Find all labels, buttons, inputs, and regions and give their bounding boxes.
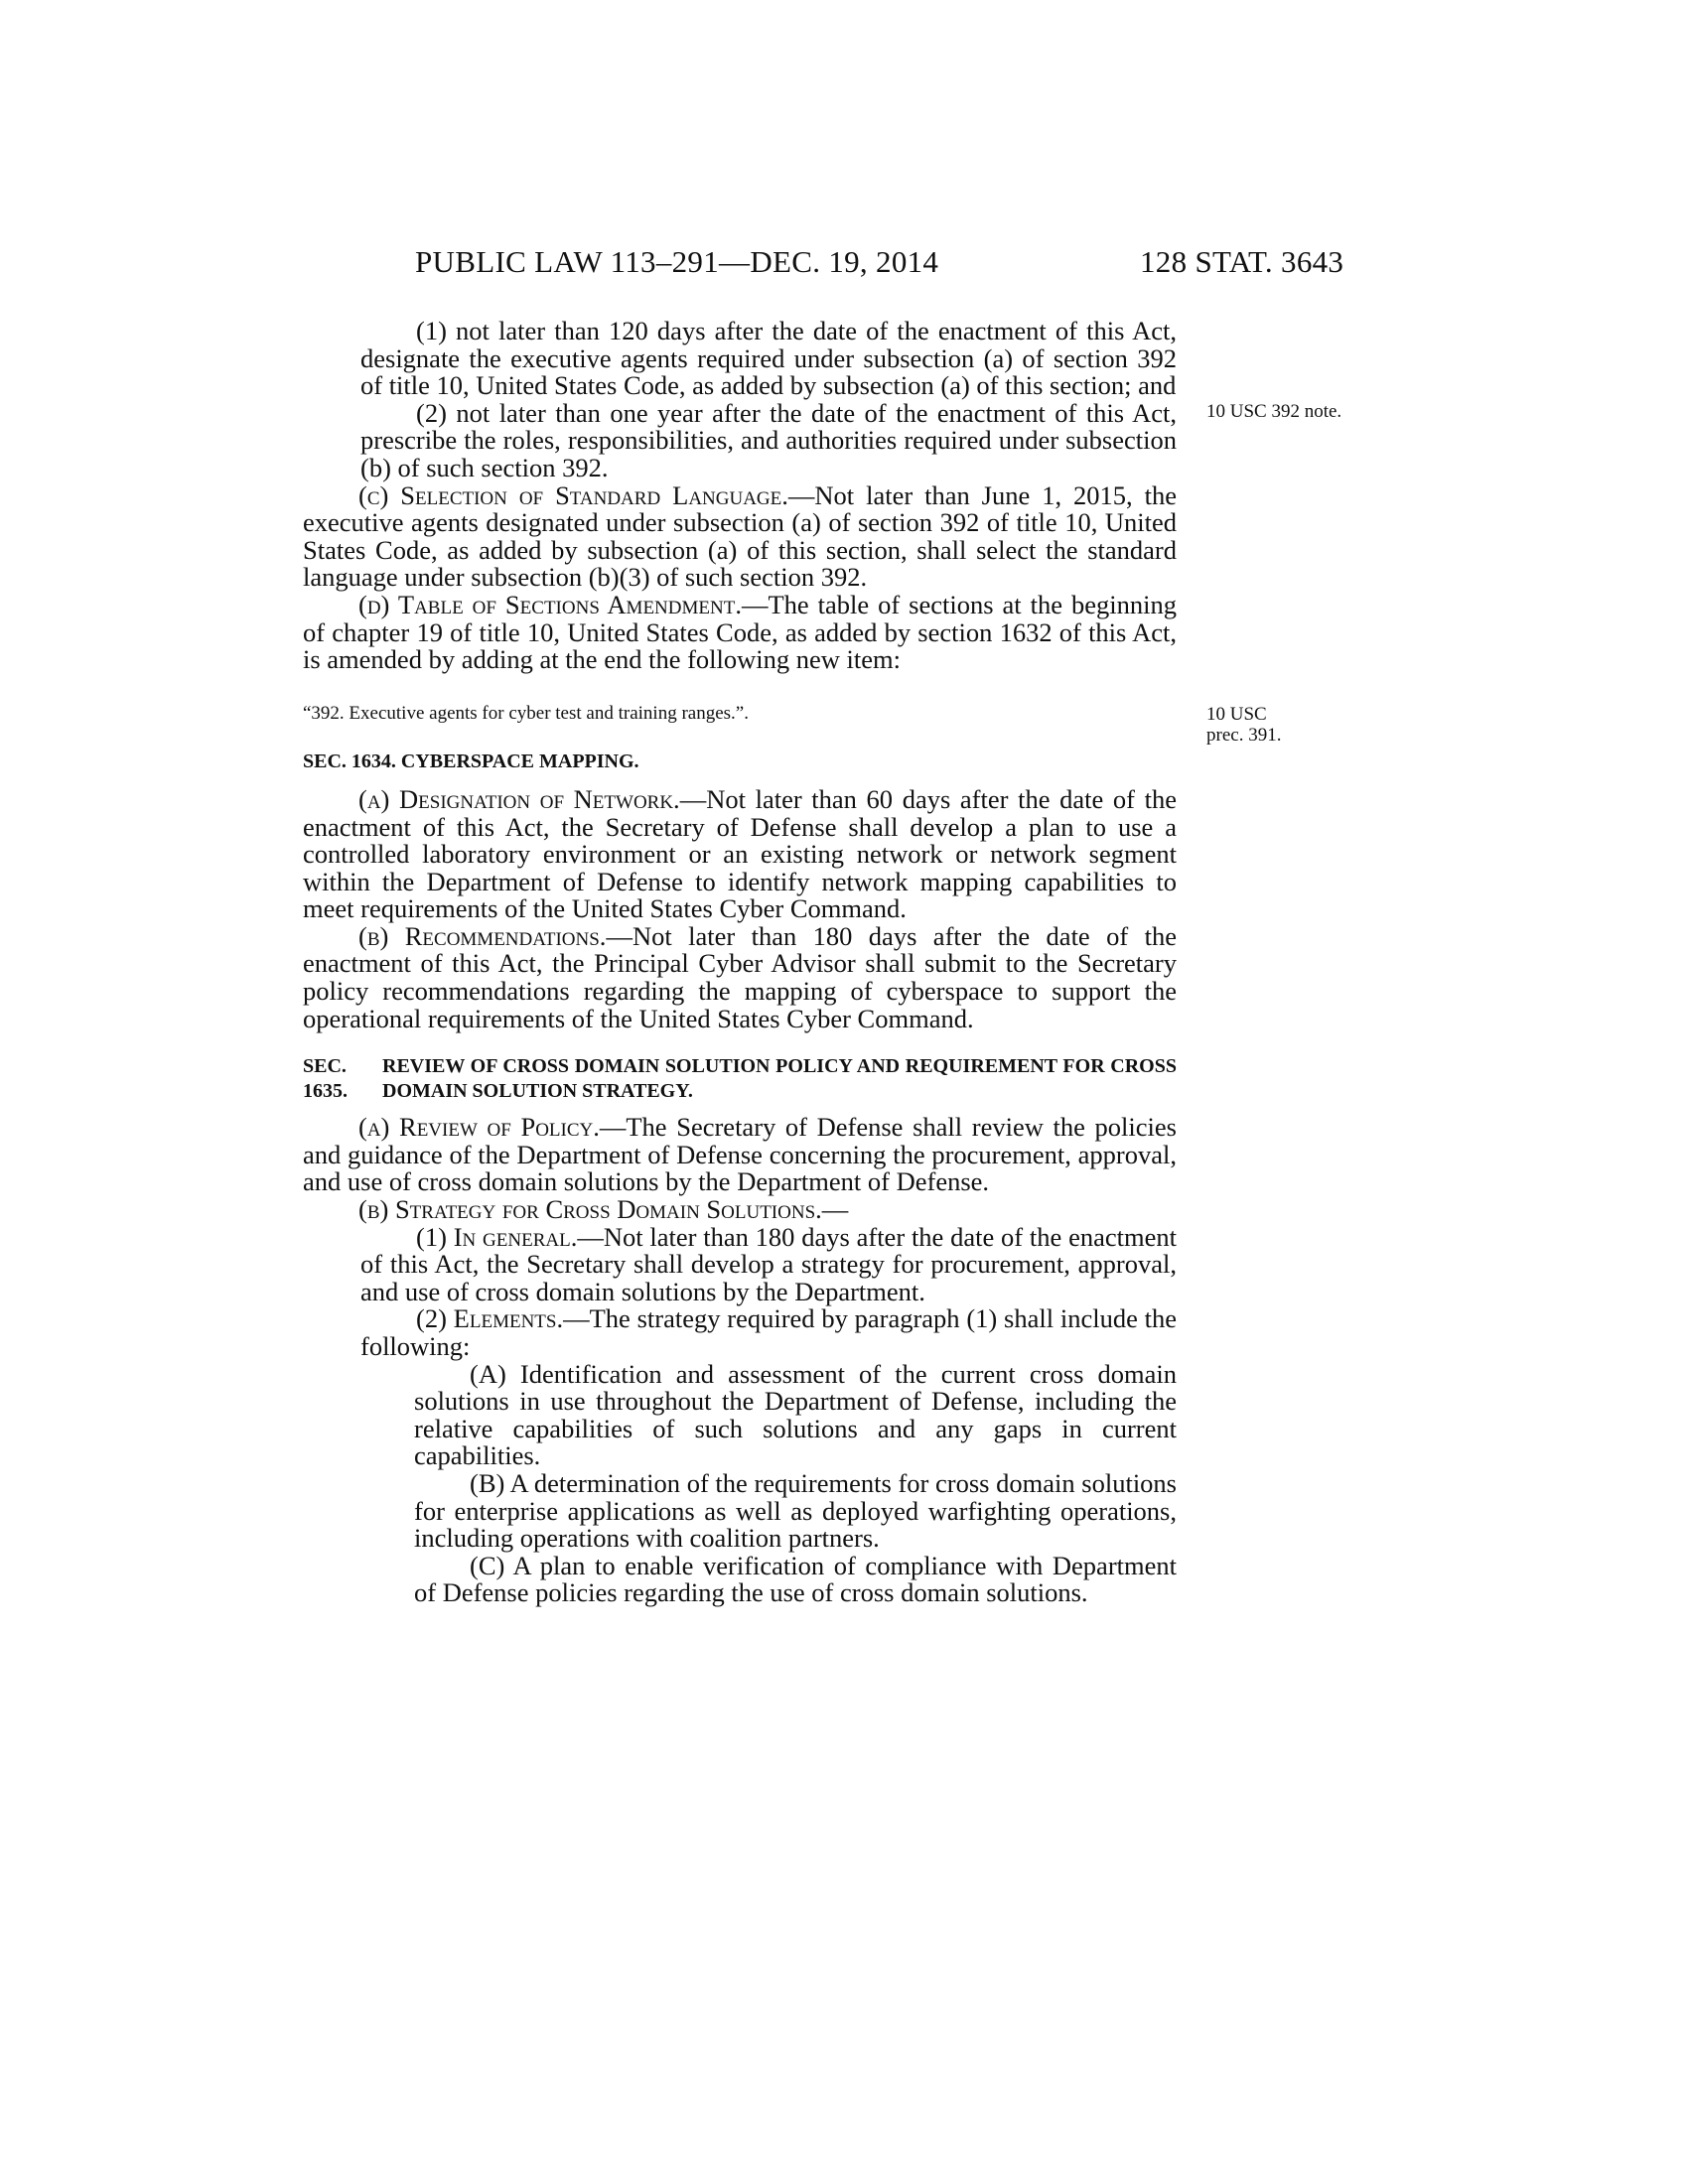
paragraph-1: (1) not later than 120 days after the date of the enactment of this Act, designate the executive agents required under subsection (a) of section 392 of title 10, United States Code, as added by subsection (a) of this section; and (360, 316, 1177, 401)
sec1634-subsection-b (303, 920, 1177, 1033)
sec1635-b1-heading: (1) In general. (416, 1221, 578, 1252)
new-table-item: “392. Executive agents for cyber test and training ranges.”. (303, 702, 749, 724)
subsection-d-heading: (d) Table of Sections Amendment. (358, 589, 742, 619)
element-A: (A) Identification and assessment of the current cross domain solutions in use throughout the Department of Defense, including the relative capabilities of such solutions and any gaps in current capabilities. (414, 1358, 1177, 1471)
section-1635-number: SEC. 1635. (303, 1055, 348, 1103)
element-B: (B) A determination of the requirements for cross domain solutions for enterprise applications as well as deployed warfighting operations, including operations with coalition partners. (414, 1467, 1177, 1554)
sec1634-a-text: —Not later than 60 days after the date of the enactment of this Act, the Secretary of Defense shall develop a plan to use a controlled laboratory environment or an existing network or network segment within the Department of Defense to identify network mapping capabilities to meet requirements of the United States Cyber Command. (303, 783, 1177, 924)
sec1635-b-paragraphs (303, 1221, 1177, 1361)
sec1634-b-heading: (b) Recommendations. (358, 920, 607, 951)
sec1634-a-heading: (a) Designation of Network. (358, 783, 680, 814)
subsection-d (303, 589, 1177, 675)
sec1635-subsection-b (303, 1196, 1177, 1224)
document-body (303, 318, 1177, 1607)
sec1635-b2 (360, 1305, 1177, 1360)
sec1635-a-text: —The Secretary of Defense shall review the policies and guidance of the Department of Defense concerning the procurement, approval, and use of cross domain solutions by the Department of Defense. (303, 1112, 1177, 1197)
paragraph-block (303, 318, 1177, 482)
element-C: (C) A plan to enable verification of compliance with Department of Defense policies regarding the use of cross domain solutions. (414, 1550, 1177, 1608)
sec1635-subsection-a (303, 1114, 1177, 1196)
subsection-c-text: —Not later than June 1, 2015, the executive agents designated under subsection (a) of section 392 of title 10, United States Code, as added by subsection (a) of this section, shall select the standard language under subsection (b)(3) of such section 392. (303, 479, 1177, 593)
running-header-title: PUBLIC LAW 113–291—DEC. 19, 2014 (415, 244, 939, 279)
margin-note-usc-392: 10 USC 392 note. (1206, 401, 1342, 422)
section-1635-title: REVIEW OF CROSS DOMAIN SOLUTION POLICY AND REQUIREMENT FOR CROSS DOMAIN SOLUTION STRATEGY. (382, 1055, 1177, 1103)
sec1634-subsection-a (303, 783, 1177, 924)
paragraph-2: (2) not later than one year after the date of the enactment of this Act, prescribe the roles, responsibilities, and authorities required under subsection (b) of such section 392. (360, 397, 1177, 482)
sec1635-elements-list (303, 1358, 1177, 1608)
sec1635-a-heading: (a) Review of Policy. (358, 1112, 600, 1143)
sec1635-b1-text: —Not later than 180 days after the date of the enactment of this Act, the Secretary shall develop a strategy for procurement, approval, and use of cross domain solutions by the Department. (360, 1221, 1177, 1306)
sec1635-b2-text: —The strategy required by paragraph (1) shall include the following: (360, 1303, 1177, 1361)
subsection-c-heading: (c) Selection of Standard Language. (358, 479, 788, 510)
section-1634-heading: SEC. 1634. CYBERSPACE MAPPING. (303, 751, 639, 773)
section-1635-heading (303, 1054, 1177, 1104)
sec1634-b-text: —Not later than 180 days after the date of the enactment of this Act, the Principal Cyber Advisor shall submit to the Secretary policy recommendations regarding the mapping of cyberspace to support the operational requirements of the United States Cyber Command. (303, 920, 1177, 1033)
margin-note-usc-prec-391: 10 USC prec. 391. (1206, 704, 1282, 746)
sec1635-b-heading: (b) Strategy for Cross Domain Solutions. (358, 1194, 822, 1225)
sec1635-b-text: — (821, 1194, 849, 1225)
sec1635-b2-heading: (2) Elements. (416, 1303, 564, 1334)
sec1635-b1 (360, 1221, 1177, 1306)
subsection-c (303, 479, 1177, 593)
statute-page-number: 128 STAT. 3643 (1140, 244, 1344, 279)
subsection-d-text: —The table of sections at the beginning of chapter 19 of title 10, United States Code, as added by section 1632 of this Act, is amended by adding at the end the following new item: (303, 589, 1177, 675)
